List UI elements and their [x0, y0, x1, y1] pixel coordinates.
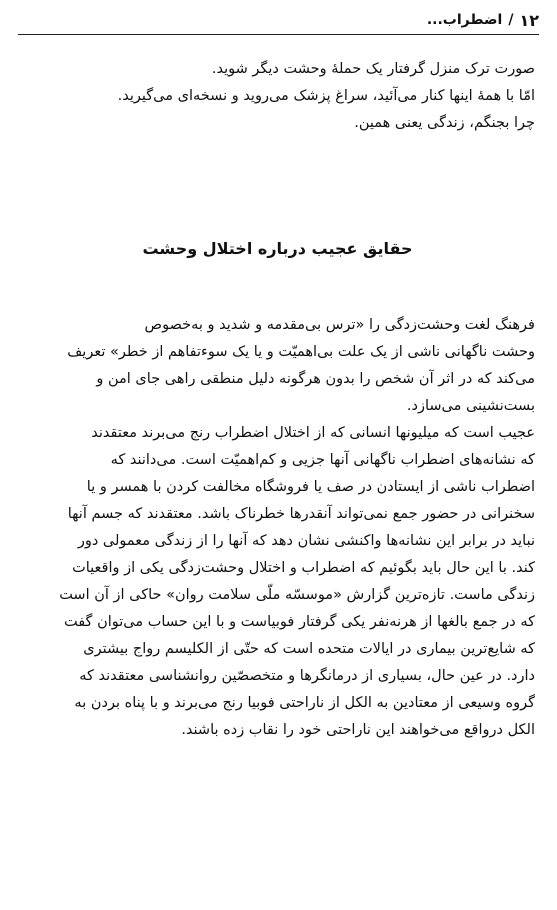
text-line: صورت ترک منزل گرفتار یک حملهٔ وحشت دیگر شوید.	[211, 61, 535, 77]
section-heading: حقایق عجیب درباره اختلال وحشت	[142, 239, 413, 258]
text-line: می‌کند که در اثر آن شخص را بدون هرگونه دلیل منطقی راهی جای امن و	[96, 371, 535, 387]
text-line: گروه وسیعی از معتادین به الکل از ناراحتی فوبیا رنج می‌برند و با پناه بردن به	[74, 695, 535, 711]
text-line: که نشانه‌های اضطراب ناگهانی آنها جزیی و کم‌اهمیّت است. می‌دانند که	[110, 452, 535, 468]
page-number: ۱۲	[519, 10, 539, 30]
text-line: الکل درواقع می‌خواهند این ناراحتی خود را نقاب زده باشند.	[181, 722, 535, 738]
body-text	[20, 312, 535, 744]
text-line: امّا با همهٔ اینها کنار می‌آئید، سراغ پزشک می‌روید و نسخه‌ای می‌گیرید.	[117, 88, 535, 104]
running-header	[18, 8, 539, 32]
text-line: عجیب است که میلیونها انسانی که از اختلال اضطراب رنج می‌برند معتقدند	[91, 425, 535, 441]
text-line: زندگی ماست. تازه‌ترین گزارش «موسسّه ملّی سلامت روان» حاکی از آن است	[59, 587, 535, 603]
paragraph-1	[20, 312, 535, 420]
header-separator: /	[508, 12, 514, 28]
intro-text	[20, 56, 535, 137]
text-line: فرهنگ لغت وحشت‌زدگی را «ترس بی‌مقدمه و شدید و به‌خصوص	[144, 317, 535, 333]
text-line: وحشت ناگهانی ناشی از یک علت بی‌اهمیّت و یا یک سوءتفاهم از خطر» تعریف	[67, 344, 535, 360]
text-line: که در جمع بالغها از هرنه‌نفر یکی گرفتار فوبیاست و با این حساب می‌توان گفت	[63, 614, 535, 630]
intro-paragraph	[20, 56, 535, 137]
paragraph-2	[20, 420, 535, 744]
header-rule	[18, 34, 539, 35]
text-line: اضطراب ناشی از ایستادن در صف یا فروشگاه مخالفت کردن با همسر و یا	[86, 479, 535, 495]
running-title: اضطراب...	[426, 12, 503, 28]
text-line: نباید در برابر این نشانه‌ها واکنشی نشان دهد که آنها را از زندگی معمولی دور	[77, 533, 535, 549]
text-line: دارد. در عین حال، بسیاری از درمانگرها و متخصصّین روانشناسی معتقدند که	[79, 668, 535, 684]
text-line: سخنرانی در حضور جمع نمی‌تواند آنقدرها خطرناک باشد. معتقدند که جسم آنها	[67, 506, 535, 522]
text-line: چرا بجنگم، زندگی یعنی همین.	[354, 115, 535, 131]
text-line: بست‌نشینی می‌سازد.	[406, 398, 535, 414]
text-line: کند. با این حال باید بگوئیم که اضطراب و اختلال وحشت‌زدگی یکی از واقعیات	[72, 560, 535, 576]
text-line: که شایع‌ترین بیماری در ایالات متحده است که حتّی از الکلیسم رواج بیشتری	[83, 641, 535, 657]
